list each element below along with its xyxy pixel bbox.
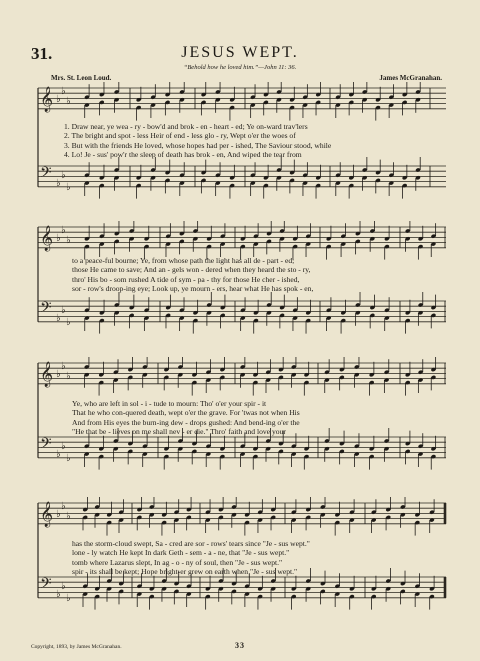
flat-icon: ♭ — [61, 170, 66, 181]
flat-icon: ♭ — [61, 86, 66, 97]
hymn-number: 31. — [31, 44, 53, 63]
bass-clef-icon: 𝄢 — [40, 164, 52, 184]
bass-clef-icon: 𝄢 — [40, 435, 52, 455]
flat-icon: ♭ — [66, 593, 71, 604]
flat-icon: ♭ — [56, 313, 61, 324]
flat-icon: ♭ — [61, 501, 66, 512]
lyric-line: 1. Draw near, ye wea - ry - bow'd and brok - en - heart - ed; Ye on-ward trav'lers — [64, 122, 308, 131]
music-system-3 — [0, 357, 480, 497]
music-credit: James McGranahan. — [379, 74, 442, 82]
lyric-line: spir - its shall be kept; Hope bright-er grew on earth when "Je - sus wept." — [72, 566, 298, 576]
flat-icon: ♭ — [56, 509, 61, 520]
lyrics-block — [64, 122, 442, 159]
epigraph: “Behold how he loved him.”—John 11: 36. — [183, 64, 297, 71]
hymn-title: JESUS WEPT. — [181, 44, 299, 61]
lyric-line: And from His eyes the burn-ing dew - drops gushed: And bend-ing o'er the — [72, 417, 300, 427]
flat-icon: ♭ — [56, 369, 61, 380]
lyric-line: lone - ly watch He kept In dark Geth - sem - a - ne, that "Je - sus wept." — [72, 548, 290, 558]
treble-clef-icon: 𝄞 — [40, 361, 54, 386]
flat-icon: ♭ — [56, 589, 61, 600]
lyric-line: "He that be - lieves on me shall nev - er die." Thro' faith and love your — [72, 426, 286, 436]
words-credit: Mrs. St. Leon Loud. — [51, 74, 112, 82]
flat-icon: ♭ — [56, 449, 61, 460]
flat-icon: ♭ — [61, 361, 66, 372]
flat-icon: ♭ — [66, 317, 71, 328]
page-number: 33 — [235, 641, 245, 650]
treble-clef-icon: 𝄞 — [40, 86, 54, 111]
flat-icon: ♭ — [66, 182, 71, 193]
lyric-line: has the storm-cloud swept, Sa - cred are sor - rows' tears since "Je - sus wept." — [72, 539, 310, 548]
flat-icon: ♭ — [56, 233, 61, 244]
lyric-line: 4. Lo! Je - sus' pow'r the sleep of death has brok - en, And wiped the tear from — [64, 149, 302, 159]
flat-icon: ♭ — [56, 94, 61, 105]
lyric-line: to a peace-ful bourne; Ye, from whose path the light has all de - part - ed; — [72, 256, 295, 265]
lyric-line: 2. The bright and spot - less Heir of end - less glo - ry, Wept o'er the woes of — [64, 131, 296, 141]
flat-icon: ♭ — [66, 235, 71, 246]
flat-icon: ♭ — [66, 96, 71, 107]
lyrics-block — [72, 256, 450, 293]
flat-icon: ♭ — [61, 581, 66, 592]
flat-icon: ♭ — [66, 371, 71, 382]
flat-icon: ♭ — [66, 453, 71, 464]
lyrics-block — [72, 399, 450, 436]
lyric-line: Ye, who are left in sol - i - tude to mourn: Tho' o'er your spir - it — [72, 399, 267, 408]
flat-icon: ♭ — [61, 441, 66, 452]
lyric-line: sor - row's droop-ing eye; Look up, ye mourn - ers, hear what He has spok - en, — [72, 283, 314, 293]
treble-clef-icon: 𝄞 — [40, 225, 54, 250]
flat-icon: ♭ — [61, 305, 66, 316]
lyric-line: 3. But with the friends He loved, whose hopes had per - ished, The Saviour stood, while — [64, 140, 332, 150]
music-system-1 — [0, 82, 480, 222]
copyright-notice: Copyright, 1893, by James McGranahan. — [31, 644, 122, 650]
lyric-line: That he who con-quered death, wept o'er the grave. For 'twas not when His — [72, 408, 300, 418]
flat-icon: ♭ — [56, 178, 61, 189]
lyric-line: those He came to save; And an - gels won - dered when they heard the sto - ry, — [72, 265, 311, 275]
lyrics-block — [72, 539, 450, 576]
music-system-2 — [0, 221, 480, 361]
lyric-line: thro' His bo - som rushed A tide of sym - pa - thy for those He cher - ished, — [72, 274, 300, 284]
treble-clef-icon: 𝄞 — [40, 501, 54, 526]
bass-clef-icon: 𝄢 — [40, 299, 52, 319]
music-system-4 — [0, 497, 480, 637]
bass-clef-icon: 𝄢 — [40, 575, 52, 595]
flat-icon: ♭ — [66, 511, 71, 522]
lyric-line: tomb where Lazarus slept, In ag - o - ny of soul, then "Je - sus wept." — [72, 557, 283, 567]
flat-icon: ♭ — [61, 225, 66, 236]
